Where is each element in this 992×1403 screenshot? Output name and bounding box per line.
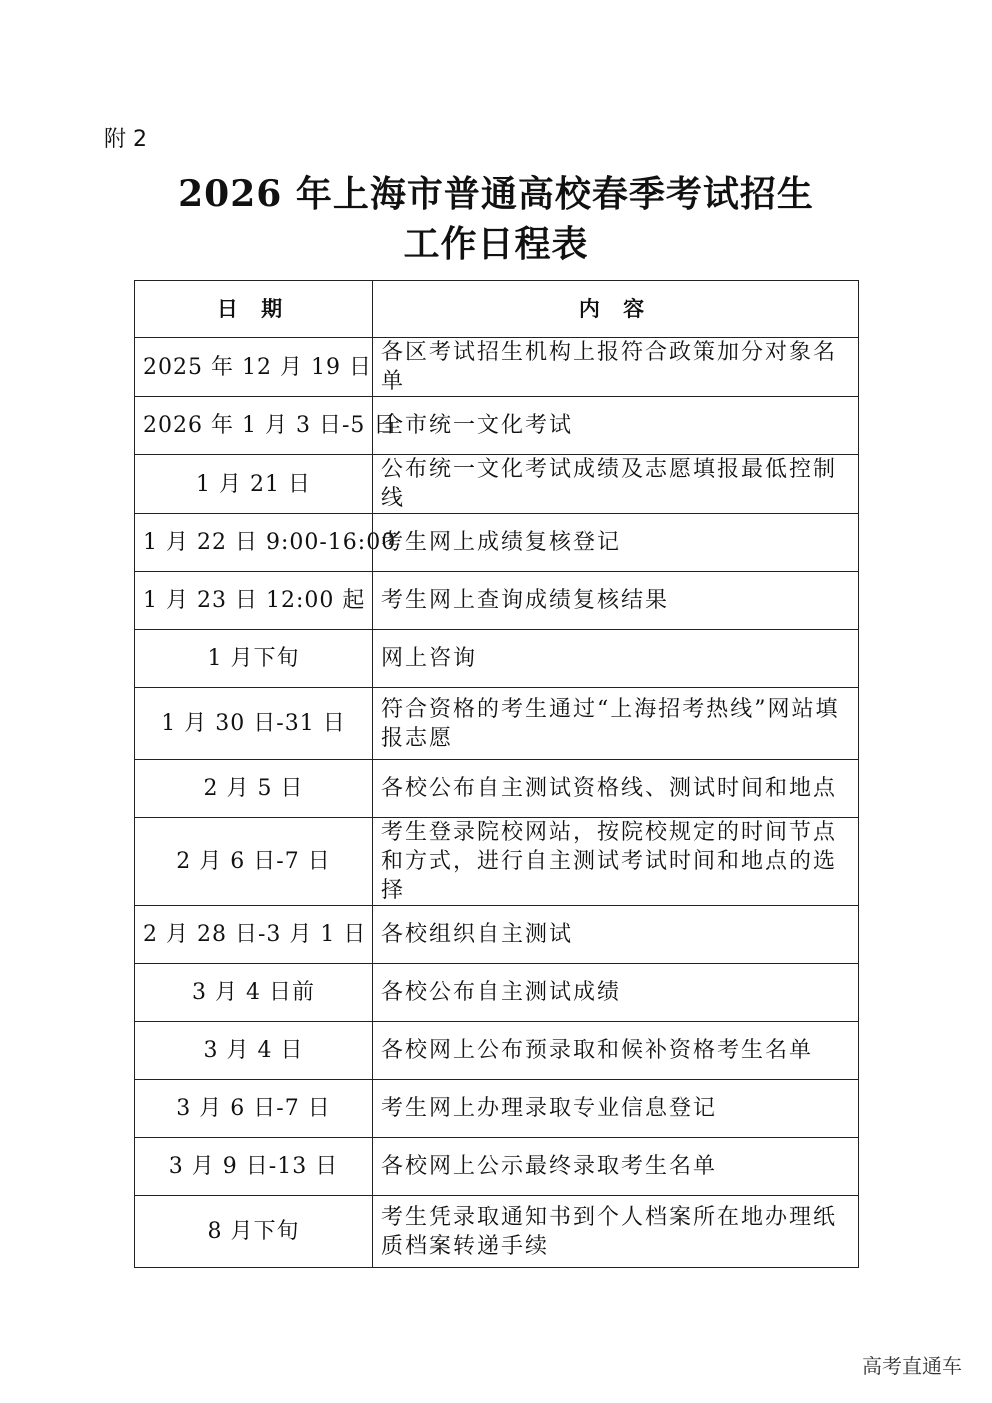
row-content: 各校网上公布预录取和候补资格考生名单 [373, 1022, 859, 1080]
column-header-content: 内 容 [373, 281, 859, 338]
table-header-row [135, 281, 859, 338]
table-row [135, 818, 859, 906]
row-date: 1 月 23 日 12:00 起 [135, 572, 373, 630]
table-row [135, 397, 859, 455]
row-content: 各校公布自主测试资格线、测试时间和地点 [373, 760, 859, 818]
table-row [135, 1196, 859, 1268]
table-row [135, 1080, 859, 1138]
row-content: 全市统一文化考试 [373, 397, 859, 455]
table-row [135, 760, 859, 818]
table-row [135, 455, 859, 514]
row-content: 网上咨询 [373, 630, 859, 688]
row-content: 考生网上办理录取专业信息登记 [373, 1080, 859, 1138]
row-date: 1 月 21 日 [135, 455, 373, 514]
row-date: 8 月下旬 [135, 1196, 373, 1268]
row-content: 考生凭录取通知书到个人档案所在地办理纸质档案转递手续 [373, 1196, 859, 1268]
row-date: 2 月 6 日-7 日 [135, 818, 373, 906]
schedule-table [134, 280, 859, 1268]
table-row [135, 1022, 859, 1080]
row-date: 2 月 5 日 [135, 760, 373, 818]
row-content: 各校网上公示最终录取考生名单 [373, 1138, 859, 1196]
row-date: 3 月 9 日-13 日 [135, 1138, 373, 1196]
row-date: 2025 年 12 月 19 日 [135, 338, 373, 397]
table-row [135, 338, 859, 397]
row-content: 考生网上查询成绩复核结果 [373, 572, 859, 630]
attachment-label: 附 2 [104, 127, 147, 152]
row-date: 3 月 6 日-7 日 [135, 1080, 373, 1138]
page-title-line-2: 工作日程表 [403, 223, 589, 265]
page-title-line-1: 2026 年上海市普通高校春季考试招生 [178, 173, 814, 215]
row-content: 各校组织自主测试 [373, 906, 859, 964]
row-content: 考生登录院校网站，按院校规定的时间节点和方式，进行自主测试考试时间和地点的选择 [373, 818, 859, 906]
row-date: 1 月 30 日-31 日 [135, 688, 373, 760]
table-row [135, 630, 859, 688]
row-content: 符合资格的考生通过“上海招考热线”网站填报志愿 [373, 688, 859, 760]
row-content: 公布统一文化考试成绩及志愿填报最低控制线 [373, 455, 859, 514]
row-date: 1 月下旬 [135, 630, 373, 688]
row-date: 3 月 4 日 [135, 1022, 373, 1080]
table-row [135, 1138, 859, 1196]
table-row [135, 906, 859, 964]
table-row [135, 514, 859, 572]
table-row [135, 688, 859, 760]
row-date: 2 月 28 日-3 月 1 日 [135, 906, 373, 964]
row-content: 考生网上成绩复核登记 [373, 514, 859, 572]
row-date: 1 月 22 日 9:00-16:00 [135, 514, 373, 572]
column-header-date: 日 期 [135, 281, 373, 338]
row-date: 3 月 4 日前 [135, 964, 373, 1022]
table-row [135, 572, 859, 630]
table-row [135, 964, 859, 1022]
row-date: 2026 年 1 月 3 日-5 日 [135, 397, 373, 455]
row-content: 各区考试招生机构上报符合政策加分对象名单 [373, 338, 859, 397]
watermark-text: 高考直通车 [862, 1354, 962, 1378]
row-content: 各校公布自主测试成绩 [373, 964, 859, 1022]
